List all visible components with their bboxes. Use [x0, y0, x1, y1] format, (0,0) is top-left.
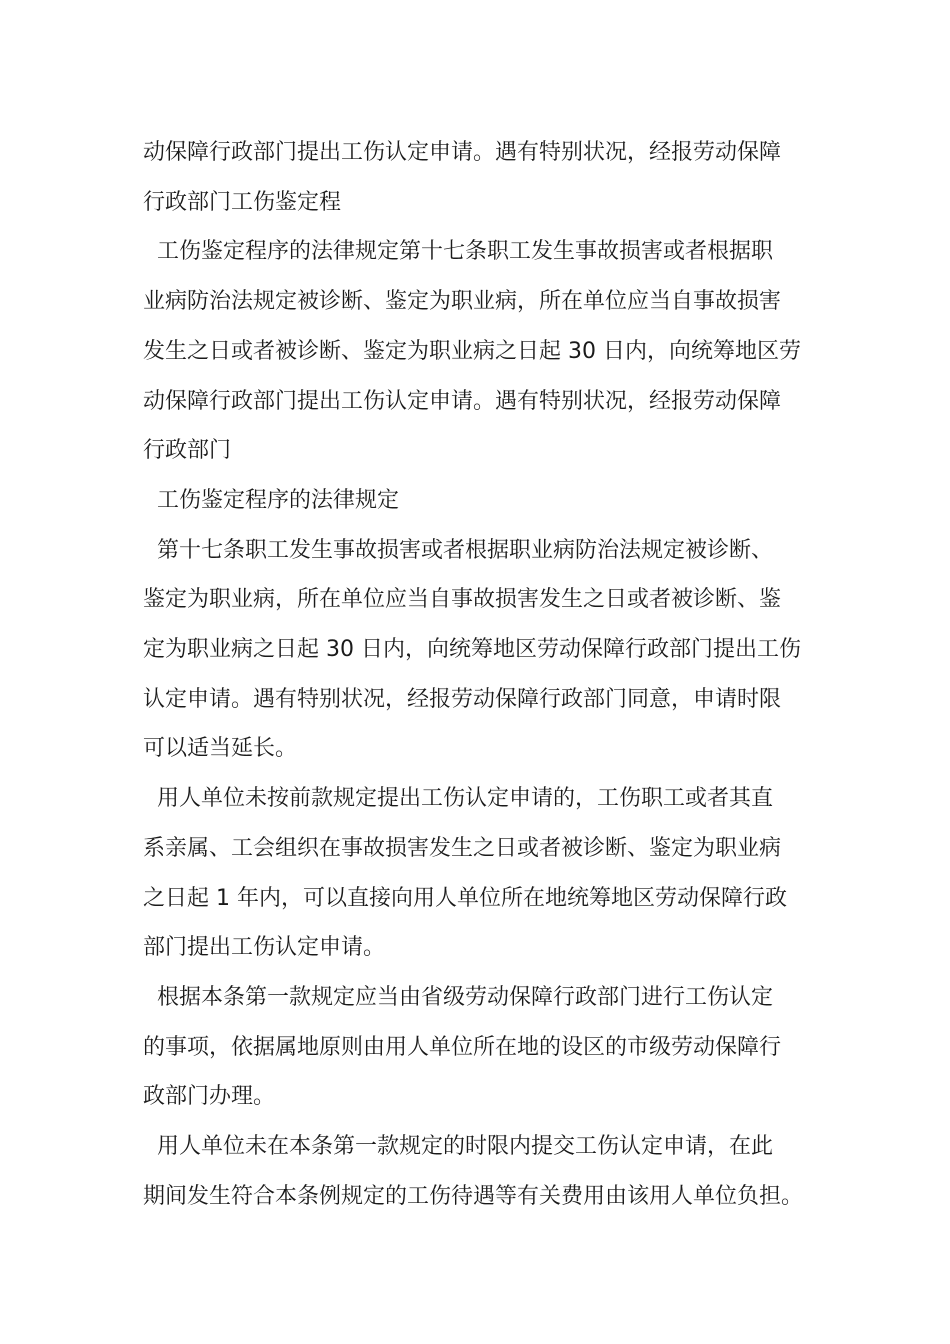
text-line: 发生之日或者被诊断、鉴定为职业病之日起 30 日内，向统筹地区劳	[143, 338, 801, 364]
text-line: 系亲属、工会组织在事故损害发生之日或者被诊断、鉴定为职业病	[143, 835, 782, 861]
text-line: 业病防治法规定被诊断、鉴定为职业病，所在单位应当自事故损害	[143, 289, 782, 315]
text-line: 行政部门工伤鉴定程	[143, 189, 342, 215]
text-line: 工伤鉴定程序的法律规定	[143, 487, 399, 513]
text-line: 用人单位未在本条第一款规定的时限内提交工伤认定申请，在此	[143, 1134, 773, 1160]
text-line: 部门提出工伤认定申请。	[143, 935, 386, 961]
text-line: 用人单位未按前款规定提出工伤认定申请的，工伤职工或者其直	[143, 786, 773, 812]
text-line: 鉴定为职业病，所在单位应当自事故损害发生之日或者被诊断、鉴	[143, 587, 782, 613]
text-line: 工伤鉴定程序的法律规定第十七条职工发生事故损害或者根据职	[143, 239, 773, 265]
text-line: 行政部门	[143, 438, 232, 464]
text-line: 可以适当延长。	[143, 736, 298, 762]
text-line: 之日起 1 年内，可以直接向用人单位所在地统筹地区劳动保障行政	[143, 885, 787, 911]
text-line: 的事项，依据属地原则由用人单位所在地的设区的市级劳动保障行	[143, 1034, 782, 1060]
text-line: 根据本条第一款规定应当由省级劳动保障行政部门进行工伤认定	[143, 984, 773, 1010]
text-line: 动保障行政部门提出工伤认定申请。遇有特别状况，经报劳动保障	[143, 388, 782, 414]
text-line: 认定申请。遇有特别状况，经报劳动保障行政部门同意，申请时限	[143, 686, 782, 712]
document-body	[143, 128, 823, 1221]
text-line: 期间发生符合本条例规定的工伤待遇等有关费用由该用人单位负担。	[143, 1183, 804, 1209]
text-line: 定为职业病之日起 30 日内，向统筹地区劳动保障行政部门提出工伤	[143, 637, 801, 663]
text-line: 第十七条职工发生事故损害或者根据职业病防治法规定被诊断、	[143, 537, 773, 563]
text-line: 动保障行政部门提出工伤认定申请。遇有特别状况，经报劳动保障	[143, 140, 782, 165]
text-line: 政部门办理。	[143, 1084, 276, 1110]
